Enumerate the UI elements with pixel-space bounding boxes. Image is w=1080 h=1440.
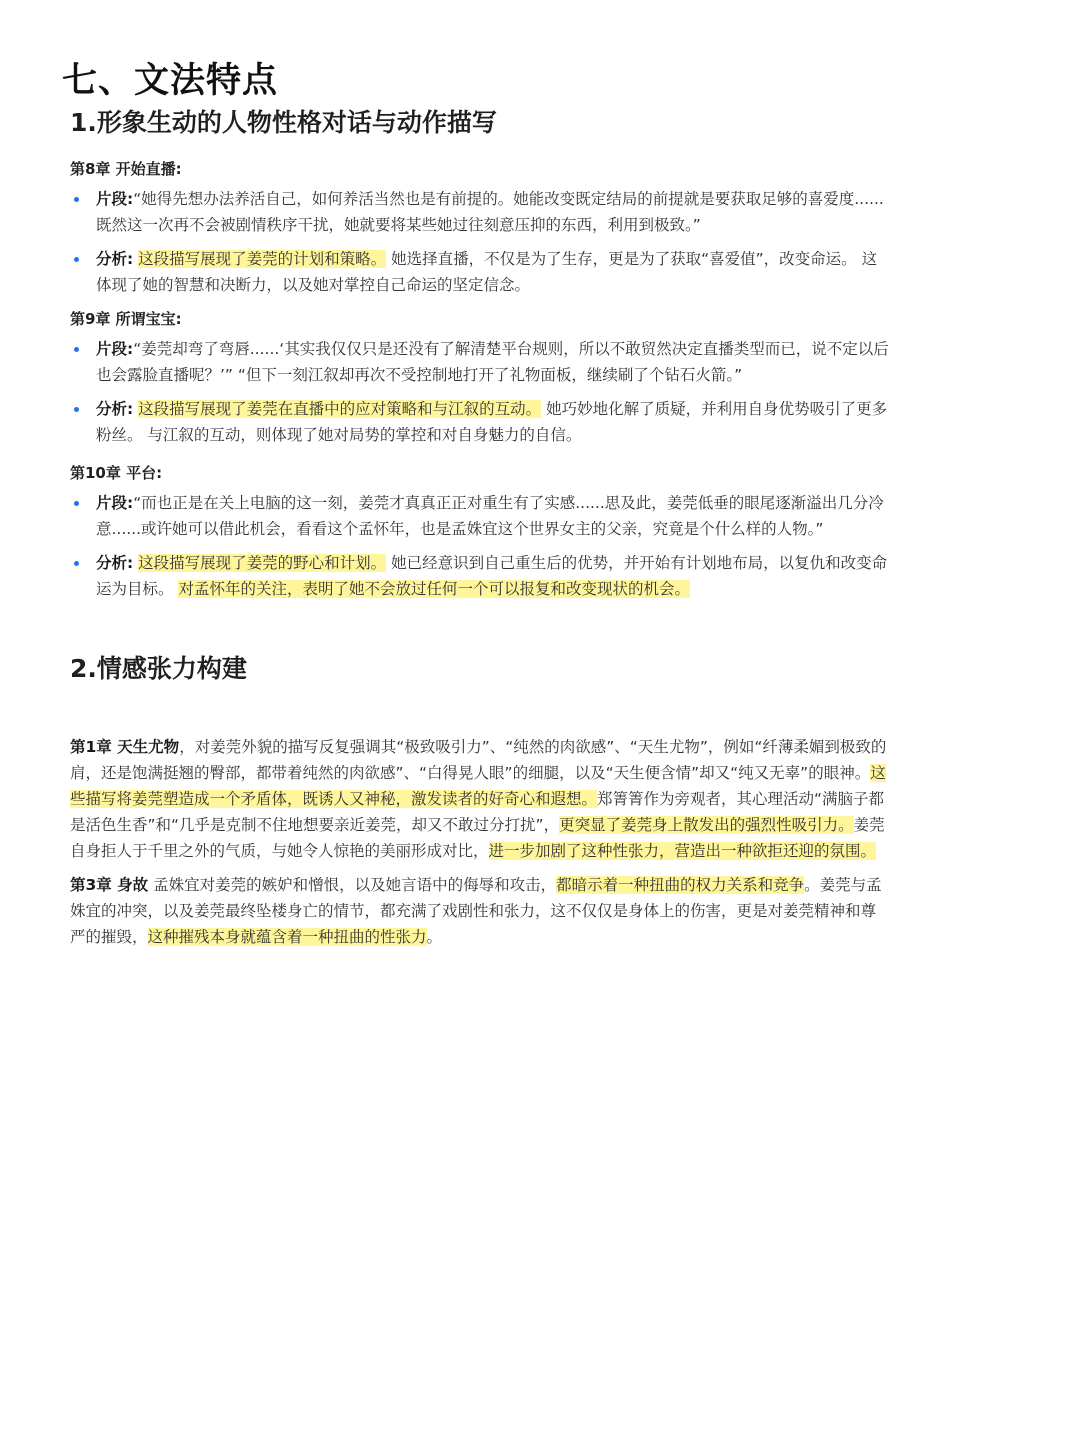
- chapter-title: 第10章 平台:: [70, 464, 163, 482]
- chapter-title: 第8章 开始直播:: [70, 160, 182, 178]
- highlight-text: 这段描写展现了姜莞的野心和计划。: [138, 554, 387, 572]
- analysis-label: 分析:: [96, 250, 134, 268]
- chapter-block-10: [70, 460, 890, 602]
- analysis-item: [70, 396, 890, 448]
- paragraph-lead: 第3章 身故: [70, 876, 149, 894]
- paragraph-lead: 第1章 天生尤物: [70, 738, 180, 756]
- highlight-text: 进一步加剧了这种性张力，营造出一种欲拒还迎的氛围。: [488, 842, 877, 860]
- paragraph-text: 孟姝宜对姜莞的嫉妒和憎恨，以及她言语中的侮辱和攻击，: [148, 876, 557, 894]
- bullet-icon: [74, 347, 79, 352]
- paragraph-text: 郑箐箐作为旁观者，其心理活动“满脑子都是活色生香”和“几乎是克制不住地想要亲近姜莞，却又不敢过分打扰”，: [70, 790, 885, 834]
- section1-heading: 1.形象生动的人物性格对话与动作描写: [70, 108, 497, 137]
- bullet-icon: [74, 561, 79, 566]
- fragment-label: 片段:: [96, 340, 134, 358]
- fragment-item: [70, 490, 890, 542]
- paragraph-chapter-3: [70, 872, 890, 950]
- highlight-text: 对孟怀年的关注，表明了她不会放过任何一个可以报复和改变现状的机会。: [178, 580, 690, 598]
- analysis-text: 她巧妙地化解了质疑，并利用自身优势吸引了更多粉丝。 与江叙的互动，则体现了她对局势的掌控和对自身魅力的自信。: [96, 400, 888, 444]
- bullet-icon: [74, 501, 79, 506]
- chapter-title: 第9章 所谓宝宝:: [70, 310, 182, 328]
- fragment-label: 片段:: [96, 494, 134, 512]
- page-title: 七、文法特点: [62, 61, 279, 101]
- section2-heading: 2.情感张力构建: [70, 654, 247, 683]
- chapter-list: [70, 490, 890, 602]
- fragment-text: “她得先想办法养活自己，如何养活当然也是有前提的。她能改变既定结局的前提就是要获取足够的喜爱度......既然这一次再不会被剧情秩序干扰，她就要将某些她过往刻意压抑的东西，利用到极致。”: [96, 190, 884, 234]
- analysis-item: [70, 246, 890, 298]
- analysis-text: 她已经意识到自己重生后的优势，并开始有计划地布局，以复仇和改变命运为目标。: [96, 554, 888, 598]
- paragraph-text: ，对姜莞外貌的描写反复强调其“极致吸引力”、“纯然的肉欲感”、“天生尤物”，例如“纤薄柔媚到极致的肩，还是饱满挺翘的臀部，都带着纯然的肉欲感”、“白得晃人眼”的细腿，以及“天生便含情”却又“纯又无辜”的眼神。: [70, 738, 887, 782]
- chapter-block-8: [70, 156, 890, 298]
- paragraph-text: 。姜莞与孟姝宜的冲突，以及姜莞最终坠楼身亡的情节，都充满了戏剧性和张力，这不仅仅是身体上的伤害，更是对姜莞精神和尊严的摧毁，: [70, 876, 882, 946]
- fragment-text: “而也正是在关上电脑的这一刻，姜莞才真真正正对重生有了实感......思及此，姜莞低垂的眼尾逐渐溢出几分冷意......或许她可以借此机会，看看这个孟怀年，也是孟姝宜这个世界女主的父亲，究竟是个什么样的人物。”: [96, 494, 884, 538]
- highlight-text: 这些描写将姜莞塑造成一个矛盾体，既诱人又神秘，激发读者的好奇心和遐想。: [70, 764, 886, 808]
- highlight-text: 都暗示着一种扭曲的权力关系和竞争: [556, 876, 805, 894]
- paragraph-text: 。: [426, 928, 443, 946]
- analysis-text: 她选择直播，不仅是为了生存，更是为了获取“喜爱值”，改变命运。 这体现了她的智慧和决断力，以及她对掌控自己命运的坚定信念。: [96, 250, 878, 294]
- fragment-text: “姜莞却弯了弯唇......‘其实我仅仅只是还没有了解清楚平台规则，所以不敢贸然决定直播类型而已，说不定以后也会露脸直播呢？’” “但下一刻江叙却再次不受控制地打开了礼物面板，继续刷了个钻石火箭。”: [96, 340, 889, 384]
- bullet-icon: [74, 197, 79, 202]
- analysis-label: 分析:: [96, 400, 134, 418]
- fragment-label: 片段:: [96, 190, 134, 208]
- fragment-item: [70, 336, 890, 388]
- highlight-text: 这段描写展现了姜莞在直播中的应对策略和与江叙的互动。: [138, 400, 542, 418]
- analysis-label: 分析:: [96, 554, 134, 572]
- chapter-list: [70, 186, 890, 298]
- section2-body: [70, 734, 890, 950]
- highlight-text: 这段描写展现了姜莞的计划和策略。: [138, 250, 387, 268]
- chapter-list: [70, 336, 890, 448]
- paragraph-chapter-1: [70, 734, 890, 864]
- bullet-icon: [74, 257, 79, 262]
- bullet-icon: [74, 407, 79, 412]
- highlight-text: 更突显了姜莞身上散发出的强烈性吸引力。: [559, 816, 854, 834]
- paragraph-text: 姜莞自身拒人于千里之外的气质，与她令人惊艳的美丽形成对比，: [70, 816, 885, 860]
- fragment-item: [70, 186, 890, 238]
- analysis-item: [70, 550, 890, 602]
- highlight-text: 这种摧残本身就蕴含着一种扭曲的性张力: [147, 928, 427, 946]
- chapter-block-9: [70, 306, 890, 448]
